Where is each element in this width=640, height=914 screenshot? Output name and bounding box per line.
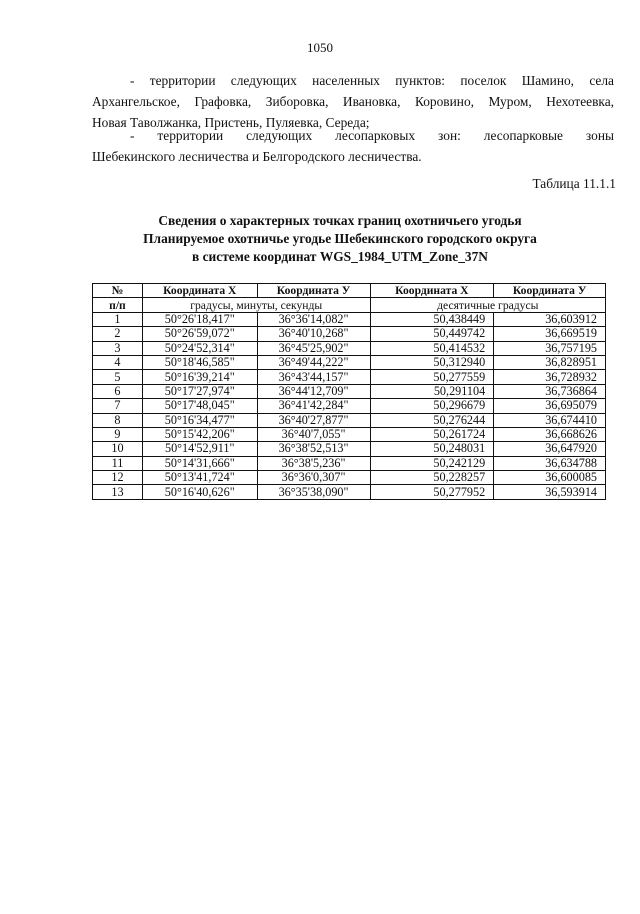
cell-number: 9 [93, 427, 143, 441]
cell-coord-x-decimal: 50,228257 [370, 471, 494, 485]
cell-coord-y: 36°40'27,877" [257, 413, 370, 427]
table-subheader-row [93, 298, 606, 312]
header-number: № [93, 284, 143, 298]
paragraph-line: - территории следующих населенных пунктов: поселок Шамино, села [130, 73, 614, 88]
cell-coord-x: 50°14'52,911" [142, 442, 257, 456]
cell-coord-y-decimal: 36,593914 [494, 485, 606, 499]
header-coord-x: Координата Х [142, 284, 257, 298]
cell-coord-x-decimal: 50,414532 [370, 341, 494, 355]
cell-coord-x-decimal: 50,296679 [370, 399, 494, 413]
title-line: в системе координат WGS_1984_UTM_Zone_37N [192, 249, 488, 264]
cell-coord-y: 36°38'52,513" [257, 442, 370, 456]
cell-coord-x: 50°17'27,974" [142, 384, 257, 398]
cell-coord-x-decimal: 50,261724 [370, 427, 494, 441]
cell-coord-x: 50°14'31,666" [142, 456, 257, 470]
cell-coord-y: 36°41'42,284" [257, 399, 370, 413]
cell-coord-y-decimal: 36,669519 [494, 327, 606, 341]
cell-number: 8 [93, 413, 143, 427]
cell-coord-x-decimal: 50,438449 [370, 312, 494, 326]
header-coord-y-decimal: Координата У [494, 284, 606, 298]
paragraph-forest-zones [92, 125, 614, 167]
header-dms-label: градусы, минуты, секунды [142, 298, 370, 312]
cell-number: 4 [93, 355, 143, 369]
table-row [93, 442, 606, 456]
cell-coord-y-decimal: 36,828951 [494, 355, 606, 369]
table-row [93, 370, 606, 384]
cell-coord-x: 50°16'40,626" [142, 485, 257, 499]
cell-number: 13 [93, 485, 143, 499]
table-row [93, 384, 606, 398]
cell-coord-y-decimal: 36,634788 [494, 456, 606, 470]
cell-coord-x-decimal: 50,277559 [370, 370, 494, 384]
table-caption: Таблица 11.1.1 [532, 176, 616, 191]
paragraph-line: Архангельское, Графовка, Зиборовка, Ивановка, Коровино, Муром, Нехотеевка, [92, 94, 614, 109]
cell-coord-x-decimal: 50,277952 [370, 485, 494, 499]
table-row [93, 327, 606, 341]
paragraph-line: - территории следующих лесопарковых зон: лесопарковые зоны [130, 128, 614, 143]
page-number: 1050 [307, 40, 333, 55]
table-row [93, 355, 606, 369]
cell-coord-x: 50°26'18,417" [142, 312, 257, 326]
cell-number: 3 [93, 341, 143, 355]
header-number-sub: п/п [93, 298, 143, 312]
table-header-row [93, 284, 606, 298]
header-coord-y: Координата У [257, 284, 370, 298]
cell-coord-x-decimal: 50,248031 [370, 442, 494, 456]
cell-number: 10 [93, 442, 143, 456]
cell-coord-x: 50°16'34,477" [142, 413, 257, 427]
cell-number: 5 [93, 370, 143, 384]
cell-coord-x-decimal: 50,291104 [370, 384, 494, 398]
cell-coord-y: 36°40'7,055" [257, 427, 370, 441]
cell-coord-x: 50°13'41,724" [142, 471, 257, 485]
cell-coord-x-decimal: 50,449742 [370, 327, 494, 341]
cell-coord-y: 36°44'12,709" [257, 384, 370, 398]
table-row [93, 413, 606, 427]
cell-number: 6 [93, 384, 143, 398]
table-body [93, 312, 606, 499]
header-decimal-label: десятичные градусы [370, 298, 605, 312]
cell-coord-x-decimal: 50,276244 [370, 413, 494, 427]
cell-coord-y: 36°43'44,157" [257, 370, 370, 384]
cell-coord-x: 50°17'48,045" [142, 399, 257, 413]
paragraph-line: Шебекинского лесничества и Белгородского лесничества. [92, 149, 422, 164]
cell-coord-x: 50°26'59,072" [142, 327, 257, 341]
cell-coord-y: 36°49'44,222" [257, 355, 370, 369]
cell-coord-x: 50°15'42,206" [142, 427, 257, 441]
table-row [93, 341, 606, 355]
title-line: Планируемое охотничье угодье Шебекинского городского округа [143, 231, 537, 246]
cell-coord-y-decimal: 36,728932 [494, 370, 606, 384]
cell-number: 2 [93, 327, 143, 341]
cell-coord-y-decimal: 36,668626 [494, 427, 606, 441]
coordinates-table [92, 283, 606, 500]
table-row [93, 471, 606, 485]
cell-number: 11 [93, 456, 143, 470]
cell-coord-y-decimal: 36,600085 [494, 471, 606, 485]
table-title [40, 212, 640, 266]
cell-coord-y-decimal: 36,736864 [494, 384, 606, 398]
paragraph-line: Новая Таволжанка, Пристень, Пуляевка, Середа; [92, 115, 370, 130]
cell-coord-y: 36°40'10,268" [257, 327, 370, 341]
title-line: Сведения о характерных точках границ охотничьего угодья [158, 213, 522, 228]
table-row [93, 312, 606, 326]
header-coord-x-decimal: Координата Х [370, 284, 494, 298]
cell-coord-x: 50°24'52,314" [142, 341, 257, 355]
cell-coord-y-decimal: 36,603912 [494, 312, 606, 326]
cell-number: 1 [93, 312, 143, 326]
cell-coord-y: 36°45'25,902" [257, 341, 370, 355]
cell-coord-y-decimal: 36,647920 [494, 442, 606, 456]
cell-coord-x: 50°16'39,214" [142, 370, 257, 384]
table-row [93, 399, 606, 413]
cell-coord-y: 36°36'14,082" [257, 312, 370, 326]
cell-number: 12 [93, 471, 143, 485]
cell-coord-y-decimal: 36,695079 [494, 399, 606, 413]
cell-coord-y: 36°35'38,090" [257, 485, 370, 499]
paragraph-settlements [92, 70, 614, 133]
cell-number: 7 [93, 399, 143, 413]
cell-coord-x-decimal: 50,242129 [370, 456, 494, 470]
cell-coord-y-decimal: 36,757195 [494, 341, 606, 355]
cell-coord-y: 36°38'5,236" [257, 456, 370, 470]
cell-coord-x-decimal: 50,312940 [370, 355, 494, 369]
cell-coord-y: 36°36'0,307" [257, 471, 370, 485]
table-row [93, 427, 606, 441]
cell-coord-y-decimal: 36,674410 [494, 413, 606, 427]
cell-coord-x: 50°18'46,585" [142, 355, 257, 369]
table-row [93, 485, 606, 499]
table-row [93, 456, 606, 470]
